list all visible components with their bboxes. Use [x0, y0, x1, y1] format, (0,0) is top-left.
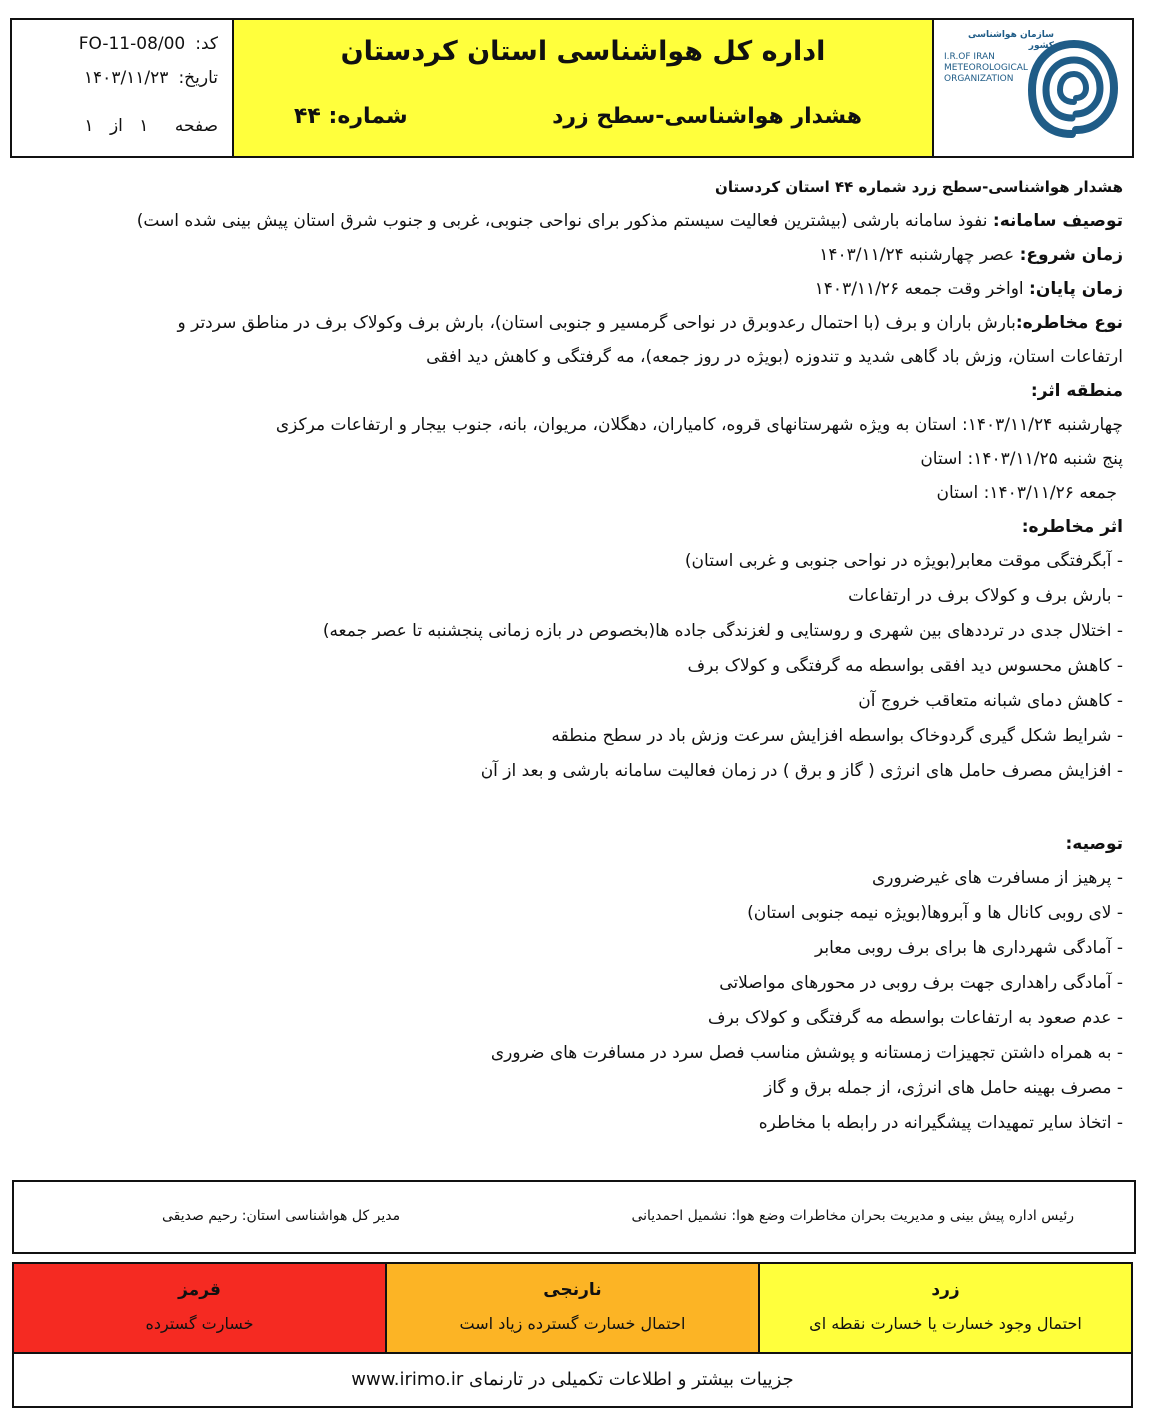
page-total: ۱ [84, 116, 94, 136]
warning-lead: هشدار هواشناسی-سطح زرد شماره ۴۴ استان کردستان [715, 178, 1123, 196]
page-label: صفحه [174, 116, 218, 136]
effect-item: - شرایط شکل گیری گردوخاک بواسطه افزایش سرعت وزش باد در سطح منطقه [551, 726, 1123, 746]
start-text: عصر چهارشنبه ۱۴۰۳/۱۱/۲۴ [819, 245, 1020, 265]
effect-item: - بارش برف و کولاک برف در ارتفاعات [848, 586, 1123, 606]
document-meta [12, 20, 234, 156]
forecast-head-signature: رئیس اداره پیش بینی و مدیریت بحران مخاطرات وضع هوا: نشمیل احمدیانی [631, 1208, 1074, 1224]
advice-item: - به همراه داشتن تجهیزات زمستانه و پوشش مناسب فصل سرد در مسافرت های ضروری [490, 1043, 1123, 1063]
website-footer: جزییات بیشتر و اطلاعات تکمیلی در تارنمای www.irimo.ir [351, 1369, 794, 1390]
date-label: تاریخ: [178, 68, 218, 88]
warning-number [294, 104, 408, 129]
spiral-logo-icon [1024, 34, 1120, 142]
warning-number-value: ۴۴ [294, 104, 321, 129]
effects-label: اثر مخاطره: [1021, 517, 1123, 537]
page-title: اداره کل هواشناسی استان کردستان [340, 36, 826, 67]
system-description [18, 204, 1123, 238]
area-heading [18, 374, 1123, 408]
area-label: منطقه اثر: [1030, 381, 1123, 401]
start-time [18, 238, 1123, 272]
system-label: توصیف سامانه: [992, 211, 1123, 231]
code-value: FO-11-08/00 [78, 34, 186, 54]
warning-level-legend [12, 1262, 1133, 1408]
end-time [18, 272, 1123, 306]
level-desc: احتمال وجود خسارت یا خسارت نقطه ای [809, 1314, 1082, 1333]
advice-item: - اتخاذ سایر تمهیدات پیشگیرانه در رابطه با مخاطره [758, 1113, 1123, 1133]
logo-fa-text: سازمان هواشناسی کشور [967, 30, 1054, 51]
logo-en-line2: METEOROLOGICAL [944, 63, 1028, 73]
logo-en-line3: ORGANIZATION [944, 74, 1014, 84]
advice-item: - لای روبی کانال ها و آبروها(بویژه نیمه جنوبی استان) [747, 903, 1123, 923]
end-text: اواخر وقت جمعه ۱۴۰۳/۱۱/۲۶ [814, 279, 1030, 299]
system-text: نفوذ سامانه بارشی (بیشترین فعالیت سیستم مذکور برای نواحی جنوبی، غربی و جنوب شرق استان پیش بینی شده است) [136, 211, 993, 231]
level-desc: احتمال خسارت گسترده زیاد است [459, 1314, 686, 1333]
level-orange [385, 1264, 758, 1352]
irimo-logo [934, 20, 1132, 156]
warning-level-title: هشدار هواشناسی-سطح زرد [552, 104, 862, 129]
director-signature: مدیر کل هواشناسی استان: رحیم صدیقی [162, 1208, 401, 1224]
level-yellow [758, 1264, 1131, 1352]
advice-item: - عدم صعود به ارتفاعات بواسطه مه گرفتگی و کولاک برف [707, 1008, 1123, 1028]
logo-en-line1: I.R.OF IRAN [944, 52, 995, 62]
hazard-type [18, 306, 1123, 340]
advice-item: - آمادگی راهداری جهت برف روبی در محورهای مواصلاتی [719, 973, 1123, 993]
code-label: کد: [195, 34, 218, 54]
start-label: زمان شروع: [1019, 245, 1123, 265]
level-red [14, 1264, 385, 1352]
legend-levels [14, 1264, 1131, 1354]
code-row [12, 34, 218, 54]
area-item: جمعه ۱۴۰۳/۱۱/۲۶: استان [936, 483, 1117, 503]
level-desc: خسارت گسترده [145, 1314, 254, 1333]
effect-item: - کاهش محسوس دید افقی بواسطه مه گرفتگی و کولاک برف [687, 656, 1123, 676]
effects-heading [18, 510, 1123, 544]
area-item: پنج شنبه ۱۴۰۳/۱۱/۲۵: استان [920, 449, 1123, 469]
advice-item: - پرهیز از مسافرت های غیرضروری [871, 868, 1123, 888]
advice-heading [18, 827, 1123, 861]
title-block [234, 20, 934, 156]
hazard-label: نوع مخاطره: [1015, 313, 1123, 333]
effect-item: - اختلال جدی در ترددهای بین شهری و روستایی و لغزندگی جاده ها(بخصوص در بازه زمانی پنجشنبه تا عصر جمعه) [322, 621, 1123, 641]
effect-item: - آبگرفتگی موقت معابر(بویژه در نواحی جنوبی و غربی استان) [684, 551, 1123, 571]
page-row [12, 116, 218, 136]
page-of: از [109, 116, 123, 136]
warning-number-label: شماره: [328, 104, 408, 129]
page-number: ۱ [139, 116, 149, 136]
date-value: ۱۴۰۳/۱۱/۲۳ [83, 68, 169, 88]
advice-item: - آمادگی شهرداری ها برای برف روبی معابر [814, 938, 1123, 958]
signature-box [12, 1180, 1136, 1254]
hazard-text-1: بارش باران و برف (با احتمال رعدوبرق در نواحی گرمسیر و جنوبی استان)، بارش برف وکولاک برف در مناطق سردتر و [177, 313, 1016, 333]
level-name: نارنجی [543, 1280, 602, 1300]
level-name: زرد [931, 1280, 960, 1300]
date-row [12, 68, 218, 88]
area-item: چهارشنبه ۱۴۰۳/۱۱/۲۴: استان به ویژه شهرستانهای قروه، کامیاران، دهگلان، مریوان، بانه، جنوب بیجار و ارتفاعات مرکزی [275, 415, 1123, 435]
level-name: قرمز [178, 1280, 221, 1300]
effect-item: - افزایش مصرف حامل های انرژی ( گاز و برق ) در زمان فعالیت سامانه بارشی و بعد از آن [480, 761, 1123, 781]
advice-item: - مصرف بهینه حامل های انرژی، از جمله برق و گاز [764, 1078, 1123, 1098]
end-label: زمان پایان: [1029, 279, 1123, 299]
effect-item: - کاهش دمای شبانه متعاقب خروج آن [858, 691, 1123, 711]
hazard-text-2: ارتفاعات استان، وزش باد گاهی شدید و تندوزه (بویژه در روز جمعه)، مه گرفتگی و کاهش دید افقی [426, 347, 1123, 367]
advice-label: توصیه: [1065, 834, 1123, 854]
warning-body [18, 170, 1123, 1141]
document-header [10, 18, 1134, 158]
